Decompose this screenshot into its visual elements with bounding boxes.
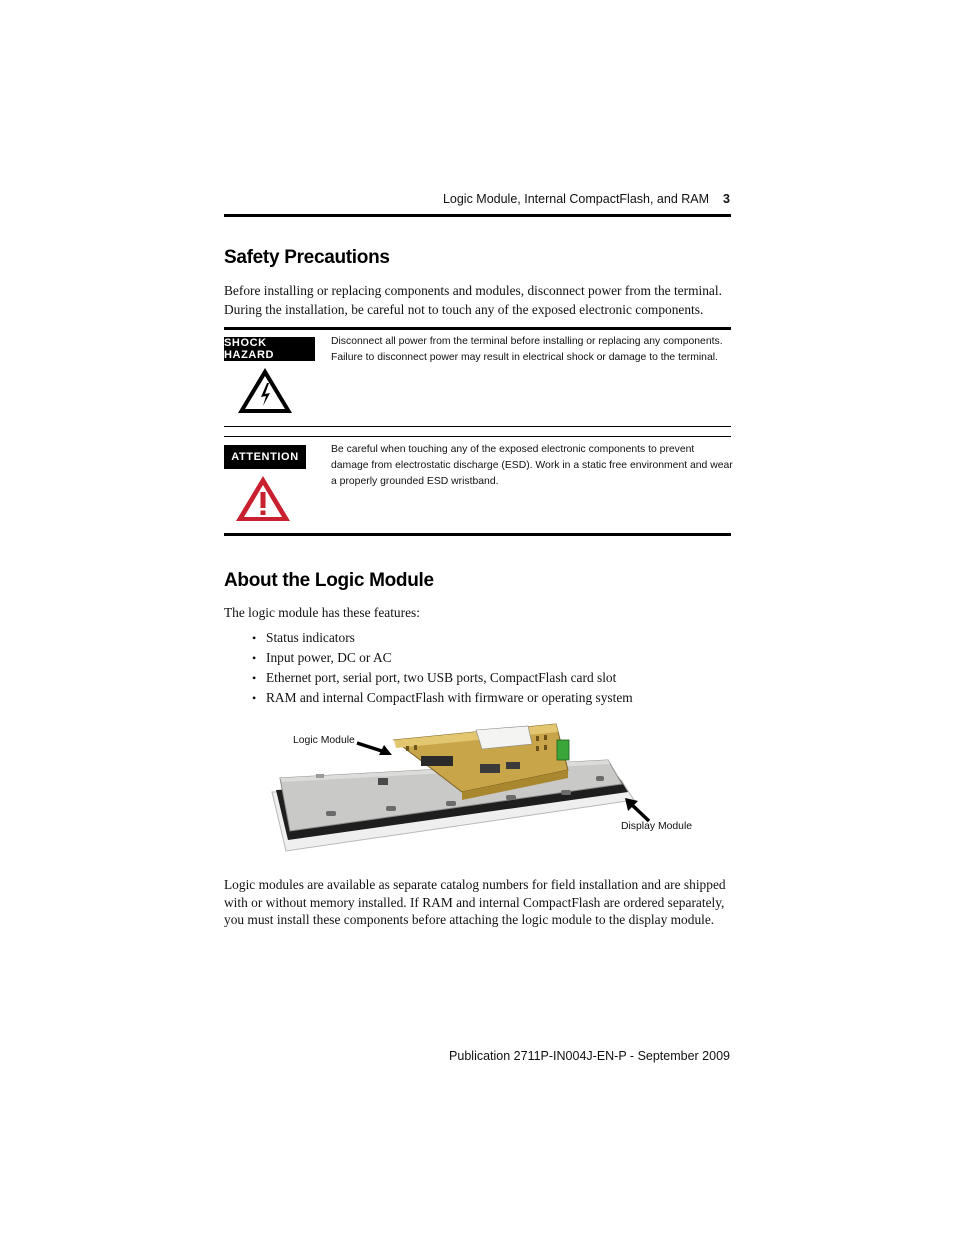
attention-label: ATTENTION [224,445,306,469]
attention-text: Be careful when touching any of the exposed electronic components to prevent damage from electrostatic discharge (ESD). Work in a static free environment and wear a properly grounded ESD wristband. [331,444,733,487]
list-item: • RAM and internal CompactFlash with firmware or operating system [252,688,633,708]
shock-hazard-text: Disconnect all power from the terminal before installing or replacing any components. Failure to disconnect power may result in electrical shock or damage to the terminal. [331,336,723,363]
shock-top-rule [224,327,731,330]
shock-hazard-label: SHOCK HAZARD [224,337,315,361]
about-intro: The logic module has these features: [224,605,420,620]
list-item: • Ethernet port, serial port, two USB ports, CompactFlash card slot [252,668,633,688]
exclamation-warning-icon [234,474,292,524]
attention-top-rule-2 [224,436,731,437]
arrow-to-display-module-icon [622,795,652,823]
page-number: 3 [723,192,730,206]
electric-shock-warning-icon [236,366,294,416]
attention-top-rule-1 [224,426,731,427]
safety-intro: Before installing or replacing components and modules, disconnect power from the terminal. During the installation, be careful not to touch any of the exposed electronic components. [224,283,722,317]
safety-heading: Safety Precautions [224,247,390,268]
header-rule [224,214,731,217]
list-item: • Input power, DC or AC [252,648,633,668]
about-heading: About the Logic Module [224,570,434,591]
running-header [224,192,730,206]
attention-bottom-rule [224,533,731,536]
running-header-title: Logic Module, Internal CompactFlash, and RAM [442,192,710,206]
arrow-to-logic-module-icon [355,740,393,758]
logic-module-label: Logic Module [293,735,355,746]
about-closing: Logic modules are available as separate catalog numbers for field installation and are shipped with or without memory installed. If RAM and internal CompactFlash are ordered separately, you must install these components before attaching the logic module to the display module. [224,877,726,927]
list-item: • Status indicators [252,628,633,648]
feature-list [252,628,633,708]
footer-publication: Publication 2711P-IN004J-EN-P - September 2009 [449,1049,730,1063]
display-module-label: Display Module [621,821,693,832]
